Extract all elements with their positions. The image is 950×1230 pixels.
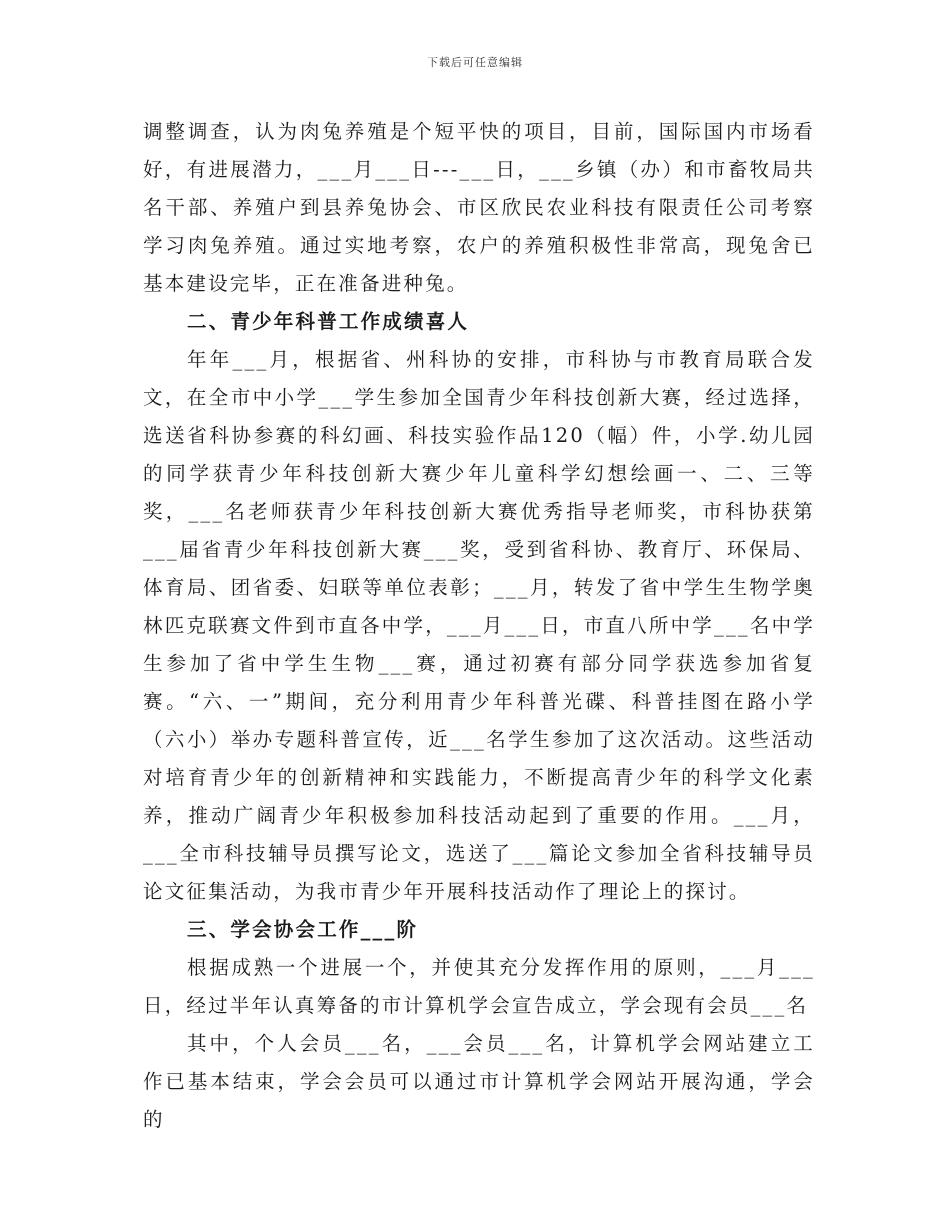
paragraph-computer-society: 根据成熟一个进展一个，并使其充分发挥作用的原则，___月___日，经过半年认真筹备的市计算机学会宣告成立，学会现有会员___名 <box>143 956 815 1017</box>
paragraph-membership: 其中，个人会员___名，___会员___名，计算机学会网站建立工作已基本结束，学会会员可以通过市计算机学会网站开展沟通，学会的 <box>143 1032 815 1131</box>
section-heading-youth-science: 二、青少年科普工作成绩喜人 <box>187 310 470 333</box>
paragraph-rabbit-farming: 调整调查，认为肉兔养殖是个短平快的项目，目前，国际国内市场看好，有进展潜力，___月___日---___日，___乡镇（办）和市畜牧局共名干部、养殖户到县养兔协会、市区欣民农业科技有限责任公司考察学习肉兔养殖。通过实地考察，农户的养殖积极性非常高，现兔舍已基本建设完毕，正在准备进种兔。 <box>143 120 815 295</box>
page-header: 下载后可任意编辑 <box>427 56 523 69</box>
paragraph-youth-science: 年年___月，根据省、州科协的安排，市科协与市教育局联合发文，在全市中小学___学生参加全国青少年科技创新大赛，经过选择，选送省科协参赛的科幻画、科技实验作品120（幅）件，小学.幼儿园的同学获青少年科技创新大赛少年儿童科学幻想绘画一、二、三等奖，___名老师获青少年科技创新大赛优秀指导老师奖，市科协获第___届省青少年科技创新大赛___奖，受到省科协、教育厅、环保局、体育局、团省委、妇联等单位表彰；___月，转发了省中学生生物学奥林匹克联赛文件到市直各中学，___月___日，市直八所中学___名中学生参加了省中学生生物___赛，通过初赛有部分同学获选参加省复赛。“六、一”期间，充分利用青少年科普光碟、科普挂图在路小学（六小）举办专题科普宣传，近___名学生参加了这次活动。这些活动对培育青少年的创新精神和实践能力，不断提高青少年的科学文化素养，推动广阔青少年积极参加科技活动起到了重要的作用。___月，___全市科技辅导员撰写论文，选送了___篇论文参加全省科技辅导员论文征集活动，为我市青少年开展科技活动作了理论上的探讨。 <box>143 348 815 903</box>
section-heading-societies: 三、学会协会工作___阶 <box>187 918 419 941</box>
document-body <box>143 113 815 1139</box>
